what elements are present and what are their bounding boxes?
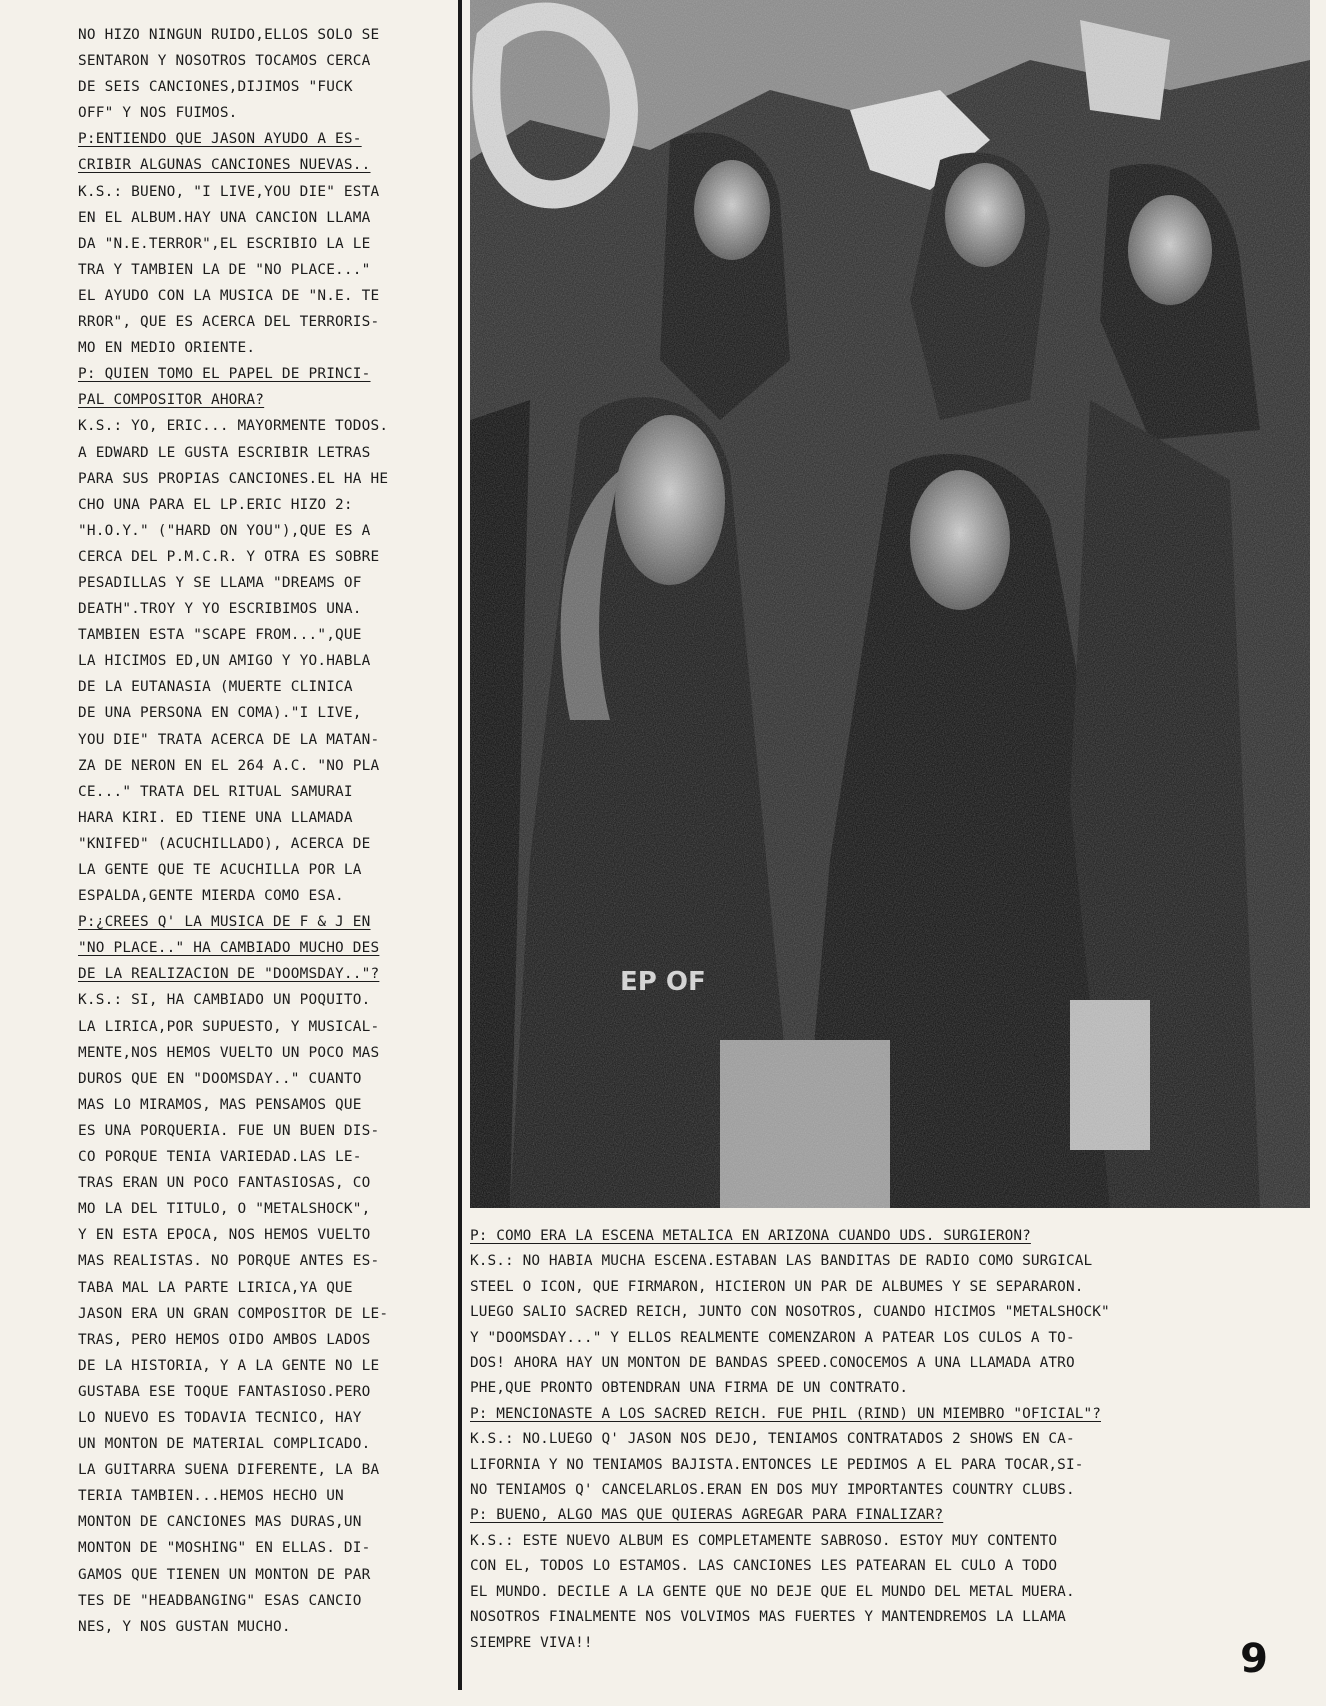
left-column-line: ESPALDA,GENTE MIERDA COMO ESA. <box>78 888 344 905</box>
left-column-line: MENTE,NOS HEMOS VUELTO UN POCO MAS <box>78 1044 380 1061</box>
bottom-line: LUEGO SALIO SACRED REICH, JUNTO CON NOSOTROS, CUANDO HICIMOS "METALSHOCK" <box>470 1304 1110 1321</box>
left-column-line: LA LIRICA,POR SUPUESTO, Y MUSICAL- <box>78 1018 380 1035</box>
left-column-line: ZA DE NERON EN EL 264 A.C. "NO PLA <box>78 757 380 774</box>
band-photo <box>470 0 1310 1208</box>
left-column-line: DE UNA PERSONA EN COMA)."I LIVE, <box>78 705 362 722</box>
bottom-line: DOS! AHORA HAY UN MONTON DE BANDAS SPEED.CONOCEMOS A UNA LLAMADA ATRO <box>470 1355 1075 1372</box>
left-column-line: A EDWARD LE GUSTA ESCRIBIR LETRAS <box>78 444 371 461</box>
left-column-line: SENTARON Y NOSOTROS TOCAMOS CERCA <box>78 53 371 70</box>
left-column-line: DEATH".TROY Y YO ESCRIBIMOS UNA. <box>78 601 362 618</box>
left-column-question-line: P:¿CREES Q' LA MUSICA DE F & J EN <box>78 914 371 931</box>
interview-bottom-text <box>470 1224 1270 1656</box>
bottom-question-line: P: MENCIONASTE A LOS SACRED REICH. FUE PHIL (RIND) UN MIEMBRO "OFICIAL"? <box>470 1405 1101 1422</box>
left-column-question-line: P:ENTIENDO QUE JASON AYUDO A ES- <box>78 131 362 148</box>
bottom-line: STEEL O ICON, QUE FIRMARON, HICIERON UN PAR DE ALBUMES Y SE SEPARARON. <box>470 1278 1084 1295</box>
left-column-line: UN MONTON DE MATERIAL COMPLICADO. <box>78 1436 371 1453</box>
left-column-line: NES, Y NOS GUSTAN MUCHO. <box>78 1618 291 1635</box>
bottom-line: Y "DOOMSDAY..." Y ELLOS REALMENTE COMENZARON A PATEAR LOS CULOS A TO- <box>470 1329 1075 1346</box>
bottom-line: NO TENIAMOS Q' CANCELARLOS.ERAN EN DOS MUY IMPORTANTES COUNTRY CLUBS. <box>470 1482 1075 1499</box>
left-column-line: TES DE "HEADBANGING" ESAS CANCIO <box>78 1592 362 1609</box>
left-column-line: DE LA EUTANASIA (MUERTE CLINICA <box>78 679 353 696</box>
left-column-line: CE..." TRATA DEL RITUAL SAMURAI <box>78 783 353 800</box>
left-column-line: PARA SUS PROPIAS CANCIONES.EL HA HE <box>78 470 389 487</box>
left-column-line: K.S.: SI, HA CAMBIADO UN POQUITO. <box>78 992 371 1009</box>
left-column-line: LA HICIMOS ED,UN AMIGO Y YO.HABLA <box>78 653 371 670</box>
left-column-line: TRAS, PERO HEMOS OIDO AMBOS LADOS <box>78 1331 371 1348</box>
left-column-line: GUSTABA ESE TOQUE FANTASIOSO.PERO <box>78 1383 371 1400</box>
left-column-line: MAS REALISTAS. NO PORQUE ANTES ES- <box>78 1253 380 1270</box>
left-column-line: "KNIFED" (ACUCHILLADO), ACERCA DE <box>78 835 371 852</box>
bottom-line: NOSOTROS FINALMENTE NOS VOLVIMOS MAS FUERTES Y MANTENDREMOS LA LLAMA <box>470 1609 1066 1626</box>
column-divider <box>458 0 462 1690</box>
left-column-line: DA "N.E.TERROR",EL ESCRIBIO LA LE <box>78 235 371 252</box>
left-column-line: CO PORQUE TENIA VARIEDAD.LAS LE- <box>78 1149 362 1166</box>
bottom-line: K.S.: NO.LUEGO Q' JASON NOS DEJO, TENIAMOS CONTRATADOS 2 SHOWS EN CA- <box>470 1431 1075 1448</box>
left-column-line: ES UNA PORQUERIA. FUE UN BUEN DIS- <box>78 1122 380 1139</box>
band-photo-illustration <box>470 0 1310 1208</box>
left-column-line: HARA KIRI. ED TIENE UNA LLAMADA <box>78 809 353 826</box>
left-column-question-line: PAL COMPOSITOR AHORA? <box>78 392 265 409</box>
page-number: 9 <box>1240 1636 1268 1682</box>
left-column-line: YOU DIE" TRATA ACERCA DE LA MATAN- <box>78 731 380 748</box>
bottom-question-line: P: BUENO, ALGO MAS QUE QUIERAS AGREGAR PARA FINALIZAR? <box>470 1507 944 1524</box>
left-column-line: MONTON DE CANCIONES MAS DURAS,UN <box>78 1514 362 1531</box>
interview-left-column <box>78 22 450 1662</box>
left-column-line: EL AYUDO CON LA MUSICA DE "N.E. TE <box>78 287 380 304</box>
left-column-line: Y EN ESTA EPOCA, NOS HEMOS VUELTO <box>78 1227 371 1244</box>
left-column-question-line: P: QUIEN TOMO EL PAPEL DE PRINCI- <box>78 366 371 383</box>
left-column-line: JASON ERA UN GRAN COMPOSITOR DE LE- <box>78 1305 389 1322</box>
bottom-line: K.S.: ESTE NUEVO ALBUM ES COMPLETAMENTE SABROSO. ESTOY MUY CONTENTO <box>470 1532 1058 1549</box>
left-column-line: MO EN MEDIO ORIENTE. <box>78 340 256 357</box>
left-column-line: NO HIZO NINGUN RUIDO,ELLOS SOLO SE <box>78 27 380 43</box>
left-column-line: DUROS QUE EN "DOOMSDAY.." CUANTO <box>78 1070 362 1087</box>
bottom-line: K.S.: NO HABIA MUCHA ESCENA.ESTABAN LAS BANDITAS DE RADIO COMO SURGICAL <box>470 1253 1093 1270</box>
bottom-line: LIFORNIA Y NO TENIAMOS BAJISTA.ENTONCES LE PEDIMOS A EL PARA TOCAR,SI- <box>470 1456 1084 1473</box>
left-column-line: GAMOS QUE TIENEN UN MONTON DE PAR <box>78 1566 371 1583</box>
left-column-line: TRAS ERAN UN POCO FANTASIOSAS, CO <box>78 1175 371 1192</box>
left-column-question-line: DE LA REALIZACION DE "DOOMSDAY.."? <box>78 966 380 983</box>
left-column-line: TAMBIEN ESTA "SCAPE FROM...",QUE <box>78 627 362 644</box>
left-column-line: DE SEIS CANCIONES,DIJIMOS "FUCK <box>78 79 353 96</box>
left-column-line: EN EL ALBUM.HAY UNA CANCION LLAMA <box>78 209 371 226</box>
left-column-line: LA GENTE QUE TE ACUCHILLA POR LA <box>78 862 362 878</box>
left-column-line: CERCA DEL P.M.C.R. Y OTRA ES SOBRE <box>78 548 380 565</box>
left-column-line: TABA MAL LA PARTE LIRICA,YA QUE <box>78 1279 353 1296</box>
left-column-line: TERIA TAMBIEN...HEMOS HECHO UN <box>78 1488 344 1505</box>
left-column-line: MONTON DE "MOSHING" EN ELLAS. DI- <box>78 1540 371 1557</box>
bottom-line: SIEMPRE VIVA!! <box>470 1634 593 1651</box>
left-column-line: LA GUITARRA SUENA DIFERENTE, LA BA <box>78 1462 380 1479</box>
left-column-line: MAS LO MIRAMOS, MAS PENSAMOS QUE <box>78 1096 362 1113</box>
left-column-line: DE LA HISTORIA, Y A LA GENTE NO LE <box>78 1357 380 1374</box>
bottom-question-line: P: COMO ERA LA ESCENA METALICA EN ARIZONA CUANDO UDS. SURGIERON? <box>470 1228 1031 1244</box>
left-column-line: "H.O.Y." ("HARD ON YOU"),QUE ES A <box>78 522 371 539</box>
bottom-line: CON EL, TODOS LO ESTAMOS. LAS CANCIONES LES PATEARAN EL CULO A TODO <box>470 1558 1058 1575</box>
left-column-line: CHO UNA PARA EL LP.ERIC HIZO 2: <box>78 496 353 513</box>
left-column-line: LO NUEVO ES TODAVIA TECNICO, HAY <box>78 1409 362 1426</box>
left-column-line: TRA Y TAMBIEN LA DE "NO PLACE..." <box>78 261 371 278</box>
left-column-line: K.S.: YO, ERIC... MAYORMENTE TODOS. <box>78 418 389 435</box>
bottom-line: PHE,QUE PRONTO OBTENDRAN UNA FIRMA DE UN CONTRATO. <box>470 1380 909 1397</box>
left-column-line: MO LA DEL TITULO, O "METALSHOCK", <box>78 1201 371 1218</box>
bottom-line: EL MUNDO. DECILE A LA GENTE QUE NO DEJE QUE EL MUNDO DEL METAL MUERA. <box>470 1583 1075 1600</box>
left-column-question-line: CRIBIR ALGUNAS CANCIONES NUEVAS.. <box>78 157 371 174</box>
left-column-line: RROR", QUE ES ACERCA DEL TERRORIS- <box>78 314 380 331</box>
left-column-question-line: "NO PLACE.." HA CAMBIADO MUCHO DES <box>78 940 380 957</box>
left-column-line: OFF" Y NOS FUIMOS. <box>78 105 238 122</box>
left-column-line: PESADILLAS Y SE LLAMA "DREAMS OF <box>78 574 362 591</box>
left-column-line: K.S.: BUENO, "I LIVE,YOU DIE" ESTA <box>78 183 380 200</box>
